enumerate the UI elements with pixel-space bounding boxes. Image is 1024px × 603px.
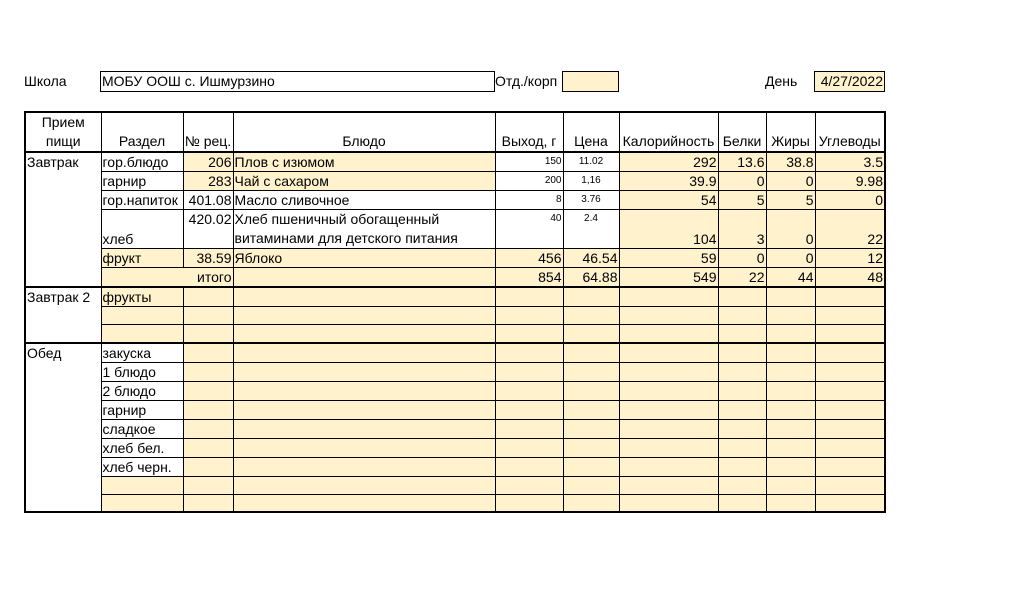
protein-cell[interactable]: 3: [718, 210, 766, 249]
price-cell[interactable]: [563, 343, 619, 363]
recipe-cell[interactable]: 420.02: [183, 210, 233, 249]
table-row: [25, 362, 885, 381]
protein-cell[interactable]: [718, 476, 766, 494]
price-cell[interactable]: [563, 400, 619, 419]
price-cell[interactable]: [563, 325, 619, 343]
meal-breakfast2: Завтрак 2: [25, 287, 101, 343]
price-cell[interactable]: [563, 457, 619, 476]
carbs-cell[interactable]: [815, 287, 885, 307]
recipe-cell[interactable]: [183, 419, 233, 438]
calories-cell[interactable]: 292: [619, 152, 718, 172]
department-field[interactable]: [562, 71, 619, 92]
calories-cell[interactable]: [619, 438, 718, 457]
section-cell[interactable]: гарнир: [101, 172, 183, 191]
carbs-cell[interactable]: [815, 457, 885, 476]
fat-cell[interactable]: [766, 362, 815, 381]
recipe-cell[interactable]: [183, 381, 233, 400]
protein-cell[interactable]: [718, 419, 766, 438]
section-cell[interactable]: закуска: [101, 343, 183, 363]
section-cell[interactable]: фрукты: [101, 287, 183, 307]
output-cell[interactable]: [495, 457, 563, 476]
carbs-cell[interactable]: 0: [815, 191, 885, 210]
col-section: Раздел: [101, 112, 183, 152]
dish-cell[interactable]: [233, 343, 495, 363]
total-label: итого: [101, 268, 233, 288]
day-label: День: [765, 73, 798, 89]
fat-cell[interactable]: [766, 325, 815, 343]
department-label: Отд./корп: [495, 73, 558, 89]
carbs-cell[interactable]: [815, 362, 885, 381]
carbs-cell[interactable]: [815, 400, 885, 419]
output-cell[interactable]: [495, 307, 563, 325]
section-cell[interactable]: хлеб: [101, 210, 183, 249]
price-cell[interactable]: 46.54: [563, 249, 619, 268]
calories-cell[interactable]: [619, 400, 718, 419]
carbs-cell[interactable]: 3.5: [815, 152, 885, 172]
section-cell[interactable]: сладкое: [101, 419, 183, 438]
price-cell[interactable]: [563, 476, 619, 494]
price-cell[interactable]: [563, 362, 619, 381]
price-cell[interactable]: [563, 307, 619, 325]
protein-cell[interactable]: [718, 325, 766, 343]
carbs-cell[interactable]: [815, 494, 885, 512]
output-cell[interactable]: [495, 287, 563, 307]
col-output: Выход, г: [495, 112, 563, 152]
calories-cell[interactable]: [619, 325, 718, 343]
section-cell[interactable]: хлеб черн.: [101, 457, 183, 476]
protein-cell[interactable]: 13.6: [718, 152, 766, 172]
dish-cell[interactable]: [233, 438, 495, 457]
section-cell[interactable]: 1 блюдо: [101, 362, 183, 381]
output-cell[interactable]: [495, 362, 563, 381]
carbs-cell[interactable]: [815, 476, 885, 494]
table-row: [25, 400, 885, 419]
total-calories: 549: [619, 268, 718, 288]
calories-cell[interactable]: [619, 362, 718, 381]
calories-cell[interactable]: [619, 419, 718, 438]
calories-cell[interactable]: [619, 494, 718, 512]
dish-cell[interactable]: [233, 494, 495, 512]
col-protein: Белки: [718, 112, 766, 152]
section-cell[interactable]: [101, 494, 183, 512]
table-row: [25, 494, 885, 512]
output-cell[interactable]: [495, 400, 563, 419]
calories-cell[interactable]: [619, 476, 718, 494]
dish-cell[interactable]: [233, 307, 495, 325]
fat-cell[interactable]: [766, 476, 815, 494]
table-row: [25, 476, 885, 494]
output-cell[interactable]: [495, 494, 563, 512]
recipe-cell[interactable]: 38.59: [183, 249, 233, 268]
table-row: [25, 152, 885, 172]
section-cell[interactable]: фрукт: [101, 249, 183, 268]
fat-cell[interactable]: 38.8: [766, 152, 815, 172]
dish-cell[interactable]: Чай с сахаром: [233, 172, 495, 191]
fat-cell[interactable]: [766, 494, 815, 512]
calories-cell[interactable]: [619, 381, 718, 400]
calories-cell[interactable]: [619, 287, 718, 307]
table-row: [25, 325, 885, 343]
price-cell[interactable]: [563, 494, 619, 512]
price-cell[interactable]: 11.02: [563, 152, 619, 172]
output-cell[interactable]: 150: [495, 152, 563, 172]
col-recipe: № рец.: [183, 112, 233, 152]
dish-cell[interactable]: [233, 287, 495, 307]
table-row: [25, 343, 885, 363]
section-cell[interactable]: гарнир: [101, 400, 183, 419]
menu-table: [24, 111, 886, 513]
dish-cell[interactable]: Масло сливочное: [233, 191, 495, 210]
output-cell[interactable]: 200: [495, 172, 563, 191]
total-fat: 44: [766, 268, 815, 288]
price-cell[interactable]: [563, 419, 619, 438]
dish-cell[interactable]: [233, 362, 495, 381]
fat-cell[interactable]: [766, 307, 815, 325]
dish-cell[interactable]: [233, 419, 495, 438]
col-fat: Жиры: [766, 112, 815, 152]
recipe-cell[interactable]: 401.08: [183, 191, 233, 210]
fat-cell[interactable]: 5: [766, 191, 815, 210]
carbs-cell[interactable]: [815, 325, 885, 343]
output-cell[interactable]: [495, 476, 563, 494]
calories-cell[interactable]: [619, 307, 718, 325]
carbs-cell[interactable]: 9.98: [815, 172, 885, 191]
table-row: [25, 210, 885, 249]
table-row: [25, 381, 885, 400]
table-row: [25, 307, 885, 325]
carbs-cell[interactable]: [815, 438, 885, 457]
dish-cell[interactable]: Плов с изюмом: [233, 152, 495, 172]
section-cell[interactable]: [101, 476, 183, 494]
dish-cell[interactable]: [233, 400, 495, 419]
fat-cell[interactable]: 0: [766, 172, 815, 191]
carbs-cell[interactable]: [815, 307, 885, 325]
day-field[interactable]: 4/27/2022: [814, 71, 885, 92]
dish-cell[interactable]: Яблоко: [233, 249, 495, 268]
calories-cell[interactable]: 104: [619, 210, 718, 249]
section-cell[interactable]: 2 блюдо: [101, 381, 183, 400]
table-row: [25, 419, 885, 438]
table-row: [25, 457, 885, 476]
table-row: [25, 287, 885, 307]
fat-cell[interactable]: [766, 419, 815, 438]
recipe-cell[interactable]: [183, 400, 233, 419]
calories-cell[interactable]: 39.9: [619, 172, 718, 191]
section-cell[interactable]: гор.напиток: [101, 191, 183, 210]
recipe-cell[interactable]: [183, 494, 233, 512]
protein-cell[interactable]: [718, 438, 766, 457]
calories-cell[interactable]: [619, 457, 718, 476]
carbs-cell[interactable]: [815, 343, 885, 363]
price-cell[interactable]: 2.4: [563, 210, 619, 249]
section-cell[interactable]: гор.блюдо: [101, 152, 183, 172]
recipe-cell[interactable]: 283: [183, 172, 233, 191]
output-cell[interactable]: [495, 343, 563, 363]
output-cell[interactable]: [495, 325, 563, 343]
table-row: [25, 191, 885, 210]
fat-cell[interactable]: 0: [766, 210, 815, 249]
protein-cell[interactable]: [718, 400, 766, 419]
output-cell[interactable]: [495, 381, 563, 400]
recipe-cell[interactable]: [183, 438, 233, 457]
col-meal: Прием пищи: [25, 112, 101, 152]
carbs-cell[interactable]: [815, 381, 885, 400]
fat-cell[interactable]: [766, 438, 815, 457]
section-cell[interactable]: [101, 307, 183, 325]
col-dish: Блюдо: [233, 112, 495, 152]
protein-cell[interactable]: [718, 362, 766, 381]
recipe-cell[interactable]: [183, 307, 233, 325]
output-cell[interactable]: [495, 438, 563, 457]
recipe-cell[interactable]: [183, 476, 233, 494]
school-label: Школа: [24, 73, 67, 89]
col-calories: Калорийность: [619, 112, 718, 152]
fat-cell[interactable]: [766, 381, 815, 400]
meal-breakfast: Завтрак: [25, 152, 101, 287]
table-row: [25, 438, 885, 457]
recipe-cell[interactable]: [183, 457, 233, 476]
output-cell[interactable]: [495, 419, 563, 438]
dish-cell[interactable]: Хлеб пшеничный обогащенный витаминами для детского питания: [233, 210, 495, 249]
protein-cell[interactable]: [718, 381, 766, 400]
price-cell[interactable]: 1,16: [563, 172, 619, 191]
fat-cell[interactable]: 0: [766, 249, 815, 268]
output-cell[interactable]: 456: [495, 249, 563, 268]
col-price: Цена: [563, 112, 619, 152]
section-cell[interactable]: хлеб бел.: [101, 438, 183, 457]
protein-cell[interactable]: 5: [718, 191, 766, 210]
table-row: [25, 249, 885, 268]
protein-cell[interactable]: [718, 343, 766, 363]
total-protein: 22: [718, 268, 766, 288]
calories-cell[interactable]: 59: [619, 249, 718, 268]
school-field[interactable]: МОБУ ООШ с. Ишмурзино: [100, 71, 495, 92]
calories-cell[interactable]: 54: [619, 191, 718, 210]
table-row: [25, 172, 885, 191]
protein-cell[interactable]: 0: [718, 249, 766, 268]
col-carbs: Углеводы: [815, 112, 885, 152]
protein-cell[interactable]: [718, 287, 766, 307]
dish-cell[interactable]: [233, 325, 495, 343]
carbs-cell[interactable]: 12: [815, 249, 885, 268]
total-carbs: 48: [815, 268, 885, 288]
price-cell[interactable]: [563, 438, 619, 457]
section-cell[interactable]: [101, 325, 183, 343]
recipe-cell[interactable]: 206: [183, 152, 233, 172]
calories-cell[interactable]: [619, 343, 718, 363]
fat-cell[interactable]: [766, 287, 815, 307]
protein-cell[interactable]: [718, 307, 766, 325]
carbs-cell[interactable]: 22: [815, 210, 885, 249]
fat-cell[interactable]: [766, 457, 815, 476]
output-cell[interactable]: 8: [495, 191, 563, 210]
carbs-cell[interactable]: [815, 419, 885, 438]
recipe-cell[interactable]: [183, 362, 233, 381]
price-cell[interactable]: 3.76: [563, 191, 619, 210]
output-cell[interactable]: 40: [495, 210, 563, 249]
protein-cell[interactable]: 0: [718, 172, 766, 191]
recipe-cell[interactable]: [183, 343, 233, 363]
price-cell[interactable]: [563, 381, 619, 400]
header-row: [25, 112, 885, 152]
dish-cell[interactable]: [233, 381, 495, 400]
meal-lunch: Обед: [25, 343, 101, 513]
dish-cell[interactable]: [233, 476, 495, 494]
fat-cell[interactable]: [766, 400, 815, 419]
protein-cell[interactable]: [718, 494, 766, 512]
price-cell[interactable]: [563, 287, 619, 307]
total-output: 854: [495, 268, 563, 288]
dish-cell[interactable]: [233, 457, 495, 476]
recipe-cell[interactable]: [183, 325, 233, 343]
total-row: [25, 268, 885, 288]
protein-cell[interactable]: [718, 457, 766, 476]
recipe-cell[interactable]: [183, 287, 233, 307]
total-price: 64.88: [563, 268, 619, 288]
total-dish-cell: [233, 268, 495, 288]
fat-cell[interactable]: [766, 343, 815, 363]
